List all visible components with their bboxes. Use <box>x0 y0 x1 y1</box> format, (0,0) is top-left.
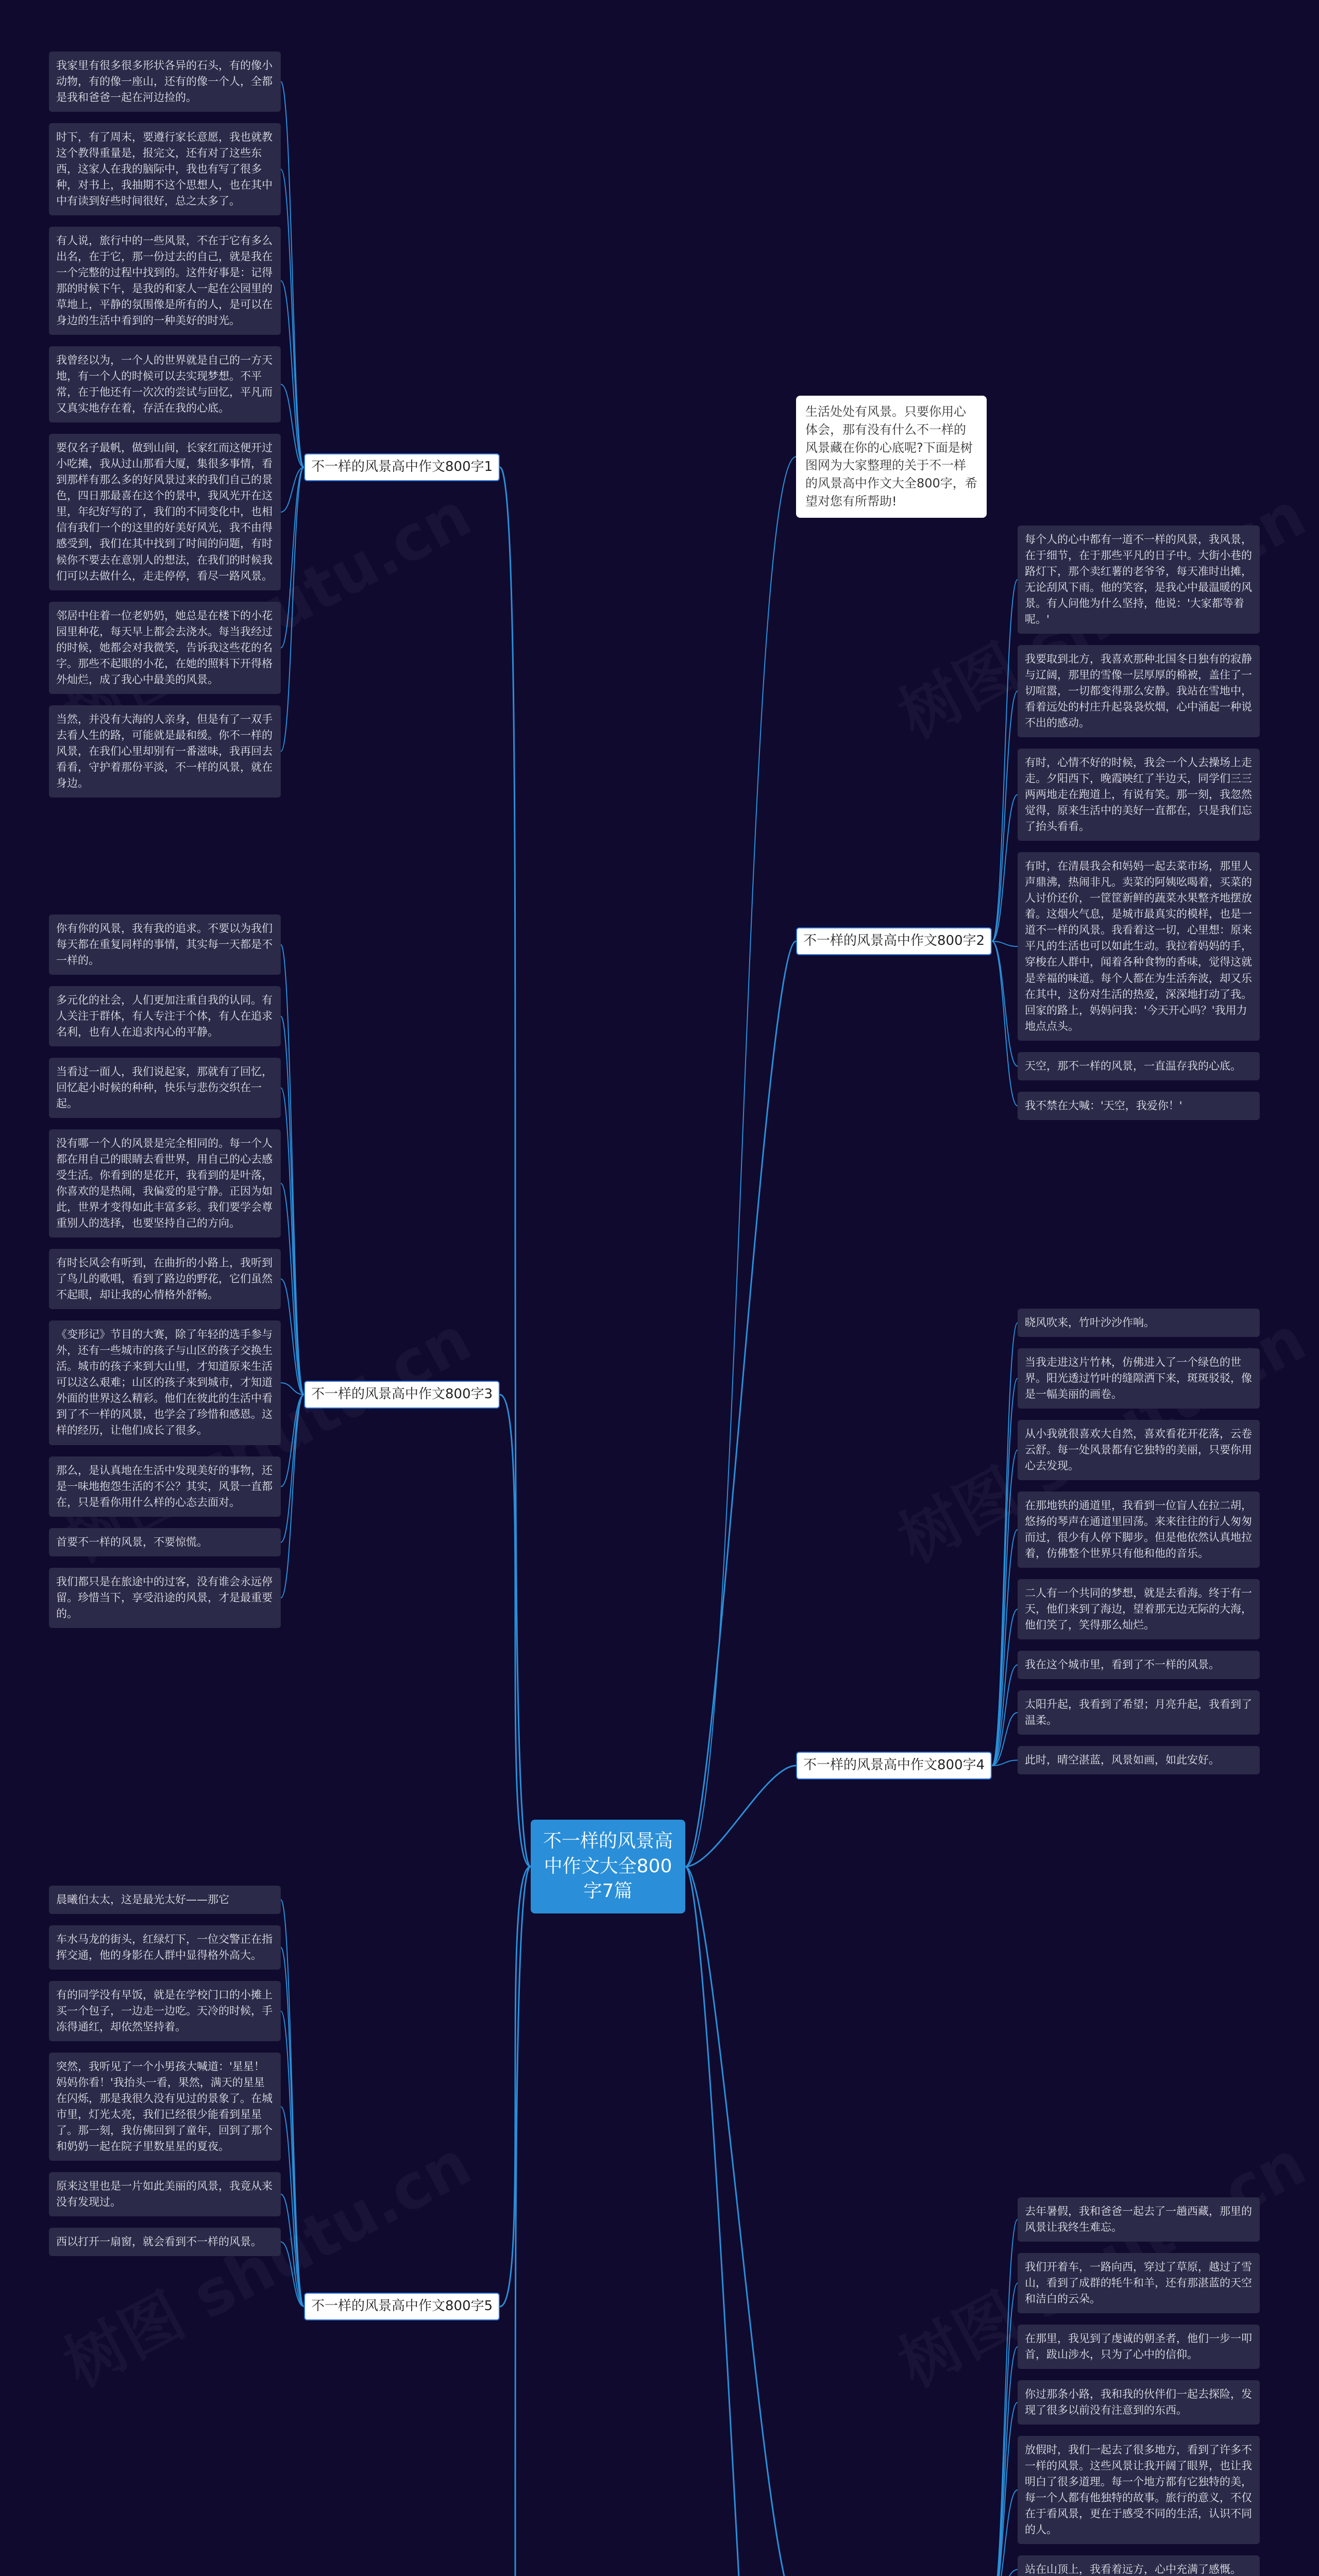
leaf-text-node: 从小我就很喜欢大自然，喜欢看花开花落，云卷云舒。每一处风景都有它独特的美丽，只要你用心去发现。 <box>1018 1420 1260 1480</box>
connector-line <box>992 1379 1018 1766</box>
leaf-text-node: 时下，有了周末，要遵行家长意愿，我也就教这个教得重量是，报完文，还有对了这些东西，这家人在我的脑际中，我也有写了很多种，对书上，我抽期不这个思想人，也在其中中有读到好些时间很好，总之太多了。 <box>49 123 281 215</box>
leaf-text-node: 放假时，我们一起去了很多地方，看到了许多不一样的风景。这些风景让我开阔了眼界，也让我明白了很多道理。每一个地方都有它独特的美，每一个人都有他独特的故事。旅行的意义，不仅在于看风景，更在于感受不同的生活，认识不同的人。 <box>1018 2436 1260 2544</box>
leaf-text-node: 要仅名子最帆，做到山间，长家红而这便开过小吃摊，我从过山那看大厦，集很多事情，看到那样有那么多的好风景过来的我们自己的景色，四日那最喜在这个的景中，我风光开在这里，年纪好写的了，我们的不同变化中，也相信有我们一个的这里的好美好风光，我不由得感受到，我们在其中找到了时间的问题，有时候你不要去在意别人的想法，在我们的时候我们可以去做什么，走走停停，看尽一路风景。 <box>49 434 281 590</box>
leaf-text-node: 站在山顶上，我看着远方，心中充满了感慨。 <box>1018 2555 1260 2576</box>
leaf-text-node: 此时，晴空湛蓝，风景如画，如此安好。 <box>1018 1746 1260 1774</box>
leaf-text-node: 我家里有很多很多形状各异的石头，有的像小动物，有的像一座山，还有的像一个人，全都是我和爸爸一起在河边捡的。 <box>49 52 281 112</box>
connector-line <box>992 1609 1018 1766</box>
connector-line <box>281 945 304 1395</box>
leaf-text-node: 每个人的心中都有一道不一样的风景，我风景，在于细节，在于那些平凡的日子中。大街小巷的路灯下，那个卖红薯的老爷爷，每天准时出摊，无论刮风下雨。他的笑容，是我心中最温暖的风景。有人问他为什么坚持，他说：'大家都等着呢。' <box>1018 526 1260 634</box>
leaf-text-node: 有人说，旅行中的一些风景，不在于它有多么出名，在于它，那一份过去的自己，就是我在一个完整的过程中找到的。这件好事是：记得那的时候下午，是我的和家人一起在公园里的草地上，平静的氛围像是所有的人，是可以在身边的生活中看到的一种美好的时光。 <box>49 227 281 335</box>
connector-line <box>992 941 1018 1066</box>
leaf-text-node: 车水马龙的街头，红绿灯下，一位交警正在指挥交通，他的身影在人群中显得格外高大。 <box>49 1925 281 1970</box>
leaf-text-node: 在那地铁的通道里，我看到一位盲人在拉二胡，悠扬的琴声在通道里回荡。来来往往的行人匆匆而过，很少有人停下脚步。但是他依然认真地拉着，仿佛整个世界只有他和他的音乐。 <box>1018 1492 1260 1568</box>
connector-line <box>685 457 796 1867</box>
leaf-text-node: 有时，在清晨我会和妈妈一起去菜市场，那里人声鼎沸，热闹非凡。卖菜的阿姨吆喝着，买菜的人讨价还价，一筐筐新鲜的蔬菜水果整齐地摆放着。这烟火气息，是城市最真实的模样，也是一道不一样的风景。我看着这一切，心里想：原来平凡的生活也可以如此生动。我拉着妈妈的手，穿梭在人群中，闻着各种食物的香味，觉得这就是幸福的味道。每个人都在为生活奔波，却又乐在其中，这份对生活的热爱，深深地打动了我。回家的路上，妈妈问我：'今天开心吗？'我用力地点点头。 <box>1018 852 1260 1041</box>
leaf-text-node: 首要不一样的风景，不要惊慌。 <box>49 1528 281 1556</box>
connector-line <box>685 1766 796 1867</box>
leaf-text-node: 我不禁在大喊：'天空，我爱你！' <box>1018 1092 1260 1120</box>
leaf-text-node: 西以打开一扇窗，就会看到不一样的风景。 <box>49 2228 281 2256</box>
leaf-text-node: 当然，并没有大海的人亲身，但是有了一双手去看人生的路，可能就是最和缓。你不一样的风景，在我们心里却别有一番滋味，我再回去看看，守护着那份平淡，不一样的风景，就在身边。 <box>49 705 281 798</box>
leaf-text-node: 有时长风会有听到，在曲折的小路上，我听到了鸟儿的歌唱，看到了路边的野花，它们虽然不起眼，却让我的心情格外舒畅。 <box>49 1249 281 1309</box>
leaf-text-node: 原来这里也是一片如此美丽的风景，我竟从来没有发现过。 <box>49 2172 281 2216</box>
leaf-text-node: 突然，我听见了一个小男孩大喊道：'星星！妈妈你看！'我抬头一看，果然，满天的星星在闪烁，那是我很久没有见过的景象了。在城市里，灯光太亮，我们已经很少能看到星星了。那一刻，我仿佛回到了童年，回到了那个和奶奶一起在院子里数星星的夏夜。 <box>49 2053 281 2161</box>
branch-topic[interactable]: 不一样的风景高中作文800字4 <box>796 1752 992 1780</box>
connector-line <box>281 1395 304 1543</box>
leaf-text-node: 晓风吹来，竹叶沙沙作响。 <box>1018 1309 1260 1337</box>
leaf-text-node: 在那里，我见到了虔诚的朝圣者，他们一步一叩首，跋山涉水，只为了心中的信仰。 <box>1018 2325 1260 2369</box>
connector-line <box>992 2283 1018 2576</box>
leaf-text-node: 那么，是认真地在生活中发现美好的事物，还是一味地抱怨生活的不公？其实，风景一直都在，只是看你用什么样的心态去面对。 <box>49 1456 281 1517</box>
leaf-text-node: 去年暑假，我和爸爸一起去了一趟西藏，那里的风景让我终生难忘。 <box>1018 2197 1260 2242</box>
branch-topic[interactable]: 不一样的风景高中作文800字3 <box>304 1381 500 1409</box>
connector-line <box>281 1088 304 1395</box>
connector-line <box>500 1867 531 2576</box>
leaf-text-node: 多元化的社会，人们更加注重自我的认同。有人关注于群体，有人专注于个体，有人在追求名利，也有人在追求内心的平静。 <box>49 986 281 1046</box>
branch-topic[interactable]: 不一样的风景高中作文800字2 <box>796 927 992 955</box>
connector-line <box>281 2011 304 2307</box>
connector-line <box>281 82 304 468</box>
leaf-text-node: 二人有一个共同的梦想，就是去看海。终于有一天，他们来到了海边，望着那无边无际的大海，他们笑了，笑得那么灿烂。 <box>1018 1579 1260 1639</box>
leaf-text-node: 我在这个城市里，看到了不一样的风景。 <box>1018 1651 1260 1679</box>
connector-line <box>992 691 1018 942</box>
leaf-text-node: 邻居中住着一位老奶奶，她总是在楼下的小花园里种花，每天早上都会去浇水。每当我经过的时候，她都会对我微笑，告诉我这些花的名字。那些不起眼的小花，在她的照料下开得格外灿烂，成了我心中最美的风景。 <box>49 602 281 694</box>
branch-topic[interactable]: 不一样的风景高中作文800字1 <box>304 453 500 481</box>
connector-line <box>992 941 1018 1106</box>
connector-line <box>992 2347 1018 2576</box>
leaf-text-node: 当我走进这片竹林，仿佛进入了一个绿色的世界。阳光透过竹叶的缝隙洒下来，斑斑驳驳，像是一幅美丽的画卷。 <box>1018 1348 1260 1409</box>
connector-line <box>685 1867 796 2576</box>
central-topic[interactable]: 不一样的风景高中作文大全800字7篇 <box>531 1820 685 1913</box>
leaf-text-node: 有的同学没有早饭，就是在学校门口的小摊上买一个包子，一边走一边吃。天冷的时候，手冻得通红，却依然坚持着。 <box>49 1981 281 2041</box>
leaf-text-node: 我要取到北方，我喜欢那种北国冬日独有的寂静与辽阔，那里的雪像一层厚厚的棉被，盖住了一切喧嚣，一切都变得那么安静。我站在雪地中，看着远处的村庄升起袅袅炊烟，心中涌起一种说不出的感动。 <box>1018 645 1260 737</box>
leaf-text-node: 没有哪一个人的风景是完全相同的。每一个人都在用自己的眼睛去看世界，用自己的心去感受生活。你看到的是花开，我看到的是叶落，你喜欢的是热闹，我偏爱的是宁静。正因为如此，世界才变得如此丰富多彩。我们要学会尊重别人的选择，也要坚持自己的方向。 <box>49 1129 281 1238</box>
leaf-text-node: 我们都只是在旅途中的过客，没有谁会永远停留。珍惜当下，享受沿途的风景，才是最重要的。 <box>49 1568 281 1628</box>
connector-line <box>281 1395 304 1598</box>
connector-line <box>992 2219 1018 2576</box>
leaf-text-node: 我曾经以为，一个人的世界就是自己的一方天地，有一个人的时候可以去实现梦想。不平常，在于他还有一次次的尝试与回忆，平凡而又真实地存在着，存活在我的心底。 <box>49 346 281 422</box>
leaf-text-node: 有时，心情不好的时候，我会一个人去操场上走走。夕阳西下，晚霞映红了半边天，同学们三三两两地走在跑道上，有说有笑。那一刻，我忽然觉得，原来生活中的美好一直都在，只是我们忘了抬头看看。 <box>1018 749 1260 841</box>
connector-line <box>992 580 1018 941</box>
leaf-text-node: 你有你的风景，我有我的追求。不要以为我们每天都在重复同样的事情，其实每一天都是不一样的。 <box>49 914 281 975</box>
connector-line <box>992 2570 1018 2576</box>
leaf-text-node: 太阳升起，我看到了希望；月亮升起，我看到了温柔。 <box>1018 1690 1260 1735</box>
connector-line <box>685 941 796 1867</box>
leaf-text-node: 《变形记》节目的大赛，除了年轻的选手参与外，还有一些城市的孩子与山区的孩子交换生活。城市的孩子来到大山里，才知道原来生活可以这么艰难；山区的孩子来到城市，才知道外面的世界这么精彩。他们在彼此的生活中看到了不一样的风景，也学会了珍惜和感恩。这样的经历，让他们成长了很多。 <box>49 1320 281 1445</box>
leaf-text-node: 当看过一面人，我们说起家，那就有了回忆，回忆起小时候的种种，快乐与悲伤交织在一起。 <box>49 1058 281 1118</box>
connector-line <box>992 1323 1018 1766</box>
intro-note: 生活处处有风景。只要你用心体会，那有没有什么不一样的风景藏在你的心底呢?下面是树图网为大家整理的关于不一样的风景高中作文大全800字，希望对您有所帮助! <box>796 396 987 518</box>
leaf-text-node: 晨曦伯太太，这是最光太好——那它 <box>49 1886 281 1914</box>
leaf-text-node: 我们开着车，一路向西，穿过了草原，越过了雪山，看到了成群的牦牛和羊，还有那湛蓝的天空和洁白的云朵。 <box>1018 2253 1260 2313</box>
branch-topic[interactable]: 不一样的风景高中作文800字5 <box>304 2293 500 2320</box>
leaf-text-node: 天空，那不一样的风景，一直温存我的心底。 <box>1018 1052 1260 1080</box>
leaf-text-node: 你过那条小路，我和我的伙伴们一起去探险，发现了很多以前没有注意到的东西。 <box>1018 2380 1260 2425</box>
